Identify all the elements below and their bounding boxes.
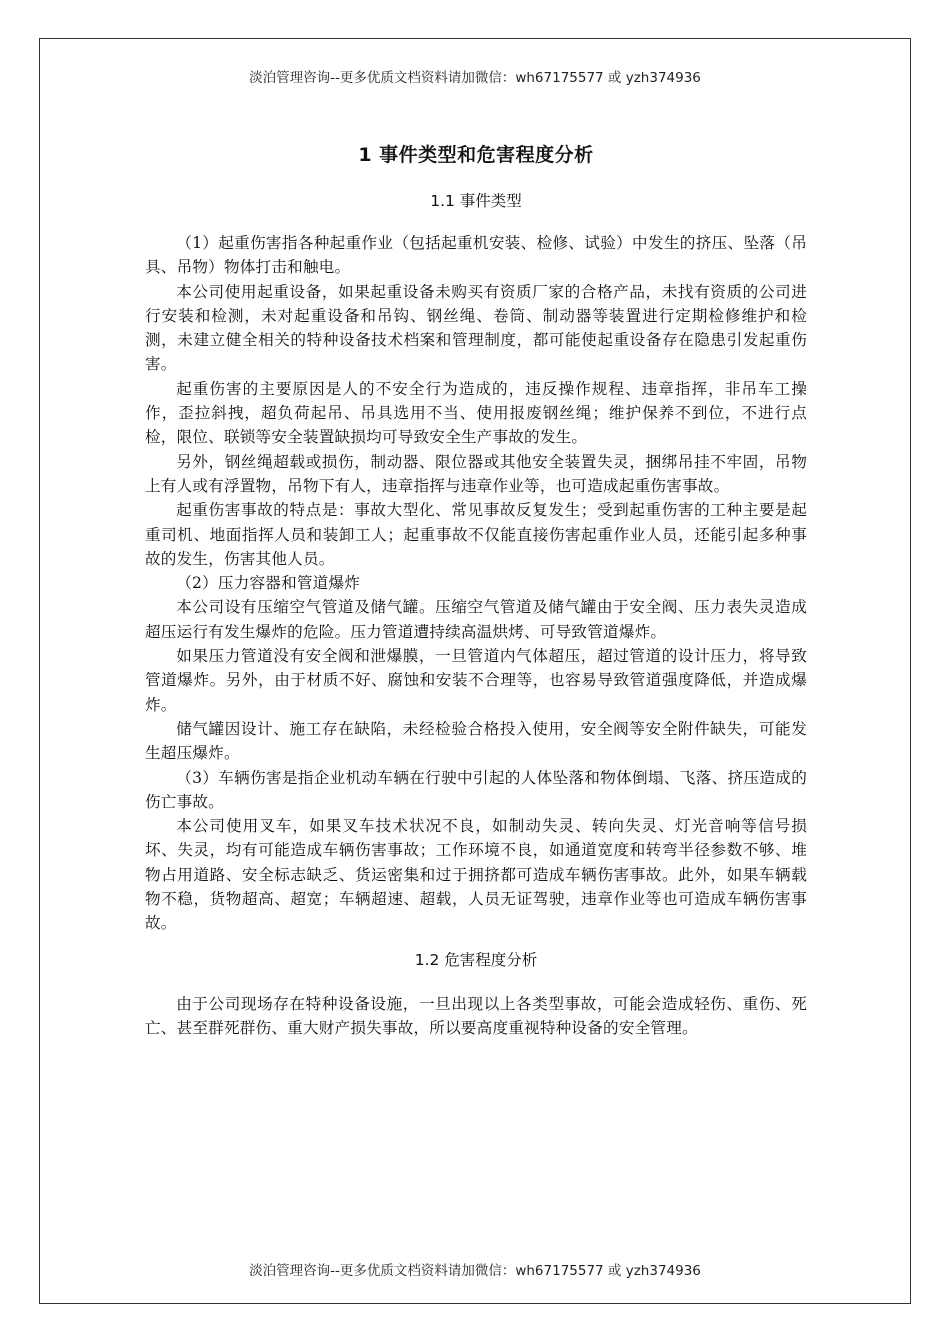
paragraph: （3）车辆伤害是指企业机动车辆在行驶中引起的人体坠落和物体倒塌、飞落、挤压造成的伤亡事故。 [145,768,807,811]
paragraph: 起重伤害的主要原因是人的不安全行为造成的，违反操作规程、违章指挥，非吊车工操作，歪拉斜拽，超负荷起吊、吊具选用不当、使用报废钢丝绳；维护保养不到位，不进行点检，限位、联锁等安全装置缺损均可导致安全生产事故的发生。 [145,379,807,447]
header-note: 淡泊管理咨询--更多优质文档资料请加微信：wh67175577 或 yzh374936 [249,70,701,86]
document-title: 1 事件类型和危害程度分析 [358,144,594,166]
paragraph: 另外，钢丝绳超载或损伤，制动器、限位器或其他安全装置失灵，捆绑吊挂不牢固，吊物上有人或有浮置物，吊物下有人，违章指挥与违章作业等，也可造成起重伤害事故。 [145,452,807,495]
paragraph: 储气罐因设计、施工存在缺陷，未经检验合格投入使用，安全阀等安全附件缺失，可能发生超压爆炸。 [145,719,807,763]
footer-note: 淡泊管理咨询--更多优质文档资料请加微信：wh67175577 或 yzh374936 [249,1263,701,1279]
section-heading-event-types: 1.1 事件类型 [430,192,522,210]
paragraph: 如果压力管道没有安全阀和泄爆膜，一旦管道内气体超压，超过管道的设计压力，将导致管道爆炸。另外，由于材质不好、腐蚀和安装不合理等，也容易导致管道强度降低，并造成爆炸。 [145,647,807,714]
paragraph: 本公司设有压缩空气管道及储气罐。压缩空气管道及储气罐由于安全阀、压力表失灵造成超压运行有发生爆炸的危险。压力管道遭持续高温烘烤、可导致管道爆炸。 [145,598,807,641]
section-heading-hazard-analysis: 1.2 危害程度分析 [414,950,538,969]
paragraph: 本公司使用叉车，如果叉车技术状况不良，如制动失灵、转向失灵、灯光音响等信号损坏、失灵，均有可能造成车辆伤害事故；工作环境不良，如通道宽度和转弯半径参数不够、堆物占用道路、安全标志缺乏、货运密集和过于拥挤都可造成车辆伤害事故。此外，如果车辆载物不稳，货物超高、超宽；车辆超速、超载，人员无证驾驶，违章作业等也可造成车辆伤害事故。 [145,817,807,933]
paragraph: 起重伤害事故的特点是：事故大型化、常见事故反复发生；受到起重伤害的工种主要是起重司机、地面指挥人员和装卸工人；起重事故不仅能直接伤害起重作业人员，还能引起多种事故的发生，伤害其他人员。 [145,501,807,568]
paragraph: 由于公司现场存在特种设备设施，一旦出现以上各类型事故，可能会造成轻伤、重伤、死亡、甚至群死群伤、重大财产损失事故，所以要高度重视特种设备的安全管理。 [145,994,807,1037]
paragraph: （2）压力容器和管道爆炸 [176,574,361,593]
paragraph: 本公司使用起重设备，如果起重设备未购买有资质厂家的合格产品，未找有资质的公司进行安装和检测，未对起重设备和吊钩、钢丝绳、卷筒、制动器等装置进行定期检修维护和检测，未建立健全相关的特种设备技术档案和管理制度，都可能使起重设备存在隐患引发起重伤害。 [145,282,807,374]
paragraph: （1）起重伤害指各种起重作业（包括起重机安装、检修、试验）中发生的挤压、坠落（吊具、吊物）物体打击和触电。 [145,234,807,277]
document-body [145,140,807,1040]
